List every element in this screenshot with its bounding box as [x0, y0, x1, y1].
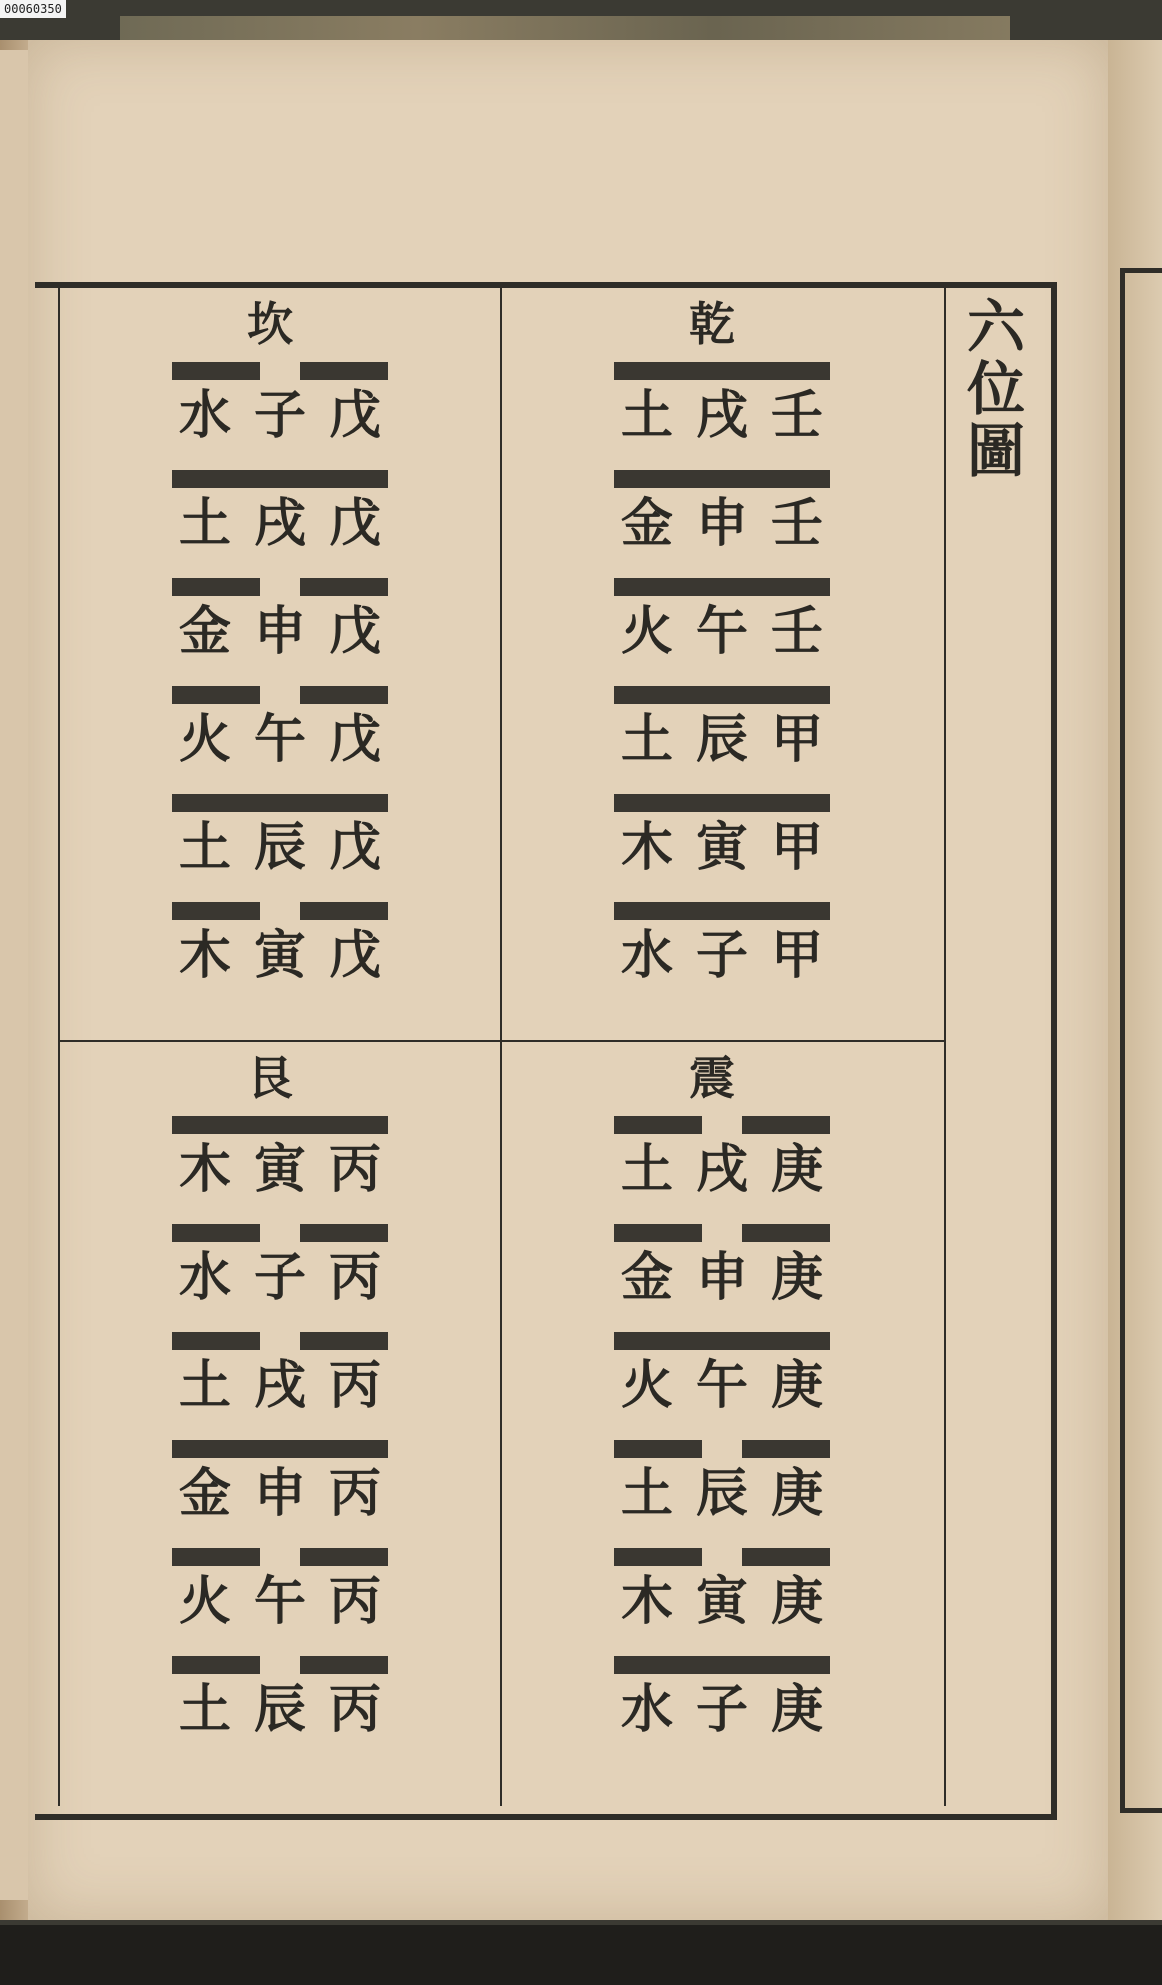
line-char: 土: [620, 385, 673, 446]
yang-bar: [614, 1332, 830, 1350]
line-bar: [172, 1656, 388, 1674]
line-char: 水: [620, 925, 673, 986]
line-char: 土: [620, 1463, 673, 1524]
line-label-row: [614, 1464, 830, 1524]
line-bar: [614, 1116, 830, 1134]
yin-bar-left: [172, 902, 260, 920]
yin-bar-right: [300, 578, 388, 596]
line-char: 甲: [770, 817, 823, 878]
line-char: 丙: [328, 1571, 381, 1632]
line-char: 壬: [770, 601, 823, 662]
line-bar: [172, 1332, 388, 1350]
line-char: 丙: [328, 1139, 381, 1200]
line-char: 辰: [695, 709, 748, 770]
yin-bar-right: [300, 1332, 388, 1350]
line-char: 水: [620, 1679, 673, 1740]
trigram-name: 乾: [689, 297, 735, 351]
line-label-row: [172, 1464, 388, 1524]
panel-gen: [150, 1051, 390, 1774]
yang-bar: [172, 794, 388, 812]
line-char: 戌: [253, 493, 306, 554]
line-label-row: [172, 1140, 388, 1200]
line-label-row: [172, 1248, 388, 1308]
line-bar: [172, 794, 388, 812]
yin-bar-left: [172, 1656, 260, 1674]
line-label-row: [614, 494, 830, 554]
line-bar: [614, 794, 830, 812]
yang-bar: [614, 578, 830, 596]
yin-bar-left: [172, 1548, 260, 1566]
line-label-row: [172, 494, 388, 554]
yin-bar-right: [300, 686, 388, 704]
line-bar: [172, 1116, 388, 1134]
panel-kan: [150, 297, 390, 1020]
yang-bar: [172, 1440, 388, 1458]
trigram-name: 艮: [247, 1051, 293, 1105]
line-char: 丙: [328, 1247, 381, 1308]
right-leaf-frame: [1120, 268, 1162, 1813]
left-leaf: [0, 50, 28, 1900]
line-label-row: [172, 1680, 388, 1740]
line-char: 金: [620, 1247, 673, 1308]
line-char: 土: [178, 1679, 231, 1740]
line-char: 戌: [253, 1355, 306, 1416]
line-char: 戊: [328, 817, 381, 878]
line-label-row: [614, 386, 830, 446]
line-char: 木: [178, 1139, 231, 1200]
yin-bar-left: [172, 686, 260, 704]
page-title: 六位圖: [957, 296, 1025, 482]
line-char: 寅: [695, 1571, 748, 1632]
line-char: 水: [178, 385, 231, 446]
line-char: 土: [178, 817, 231, 878]
yin-bar-left: [172, 1224, 260, 1242]
line-bar: [614, 1332, 830, 1350]
trigram-name: 震: [689, 1051, 735, 1105]
line-char: 戊: [328, 601, 381, 662]
panel-qian: [592, 297, 832, 1020]
line-label-row: [614, 1356, 830, 1416]
line-char: 木: [620, 1571, 673, 1632]
yang-bar: [614, 794, 830, 812]
yang-bar: [614, 470, 830, 488]
line-char: 戊: [328, 493, 381, 554]
line-char: 丙: [328, 1463, 381, 1524]
line-char: 申: [253, 1463, 306, 1524]
line-char: 午: [253, 709, 306, 770]
line-char: 辰: [695, 1463, 748, 1524]
line-char: 壬: [770, 493, 823, 554]
line-char: 木: [178, 925, 231, 986]
yin-bar-left: [614, 1224, 702, 1242]
line-char: 火: [178, 709, 231, 770]
yang-bar: [614, 362, 830, 380]
line-bar: [172, 902, 388, 920]
line-char: 申: [695, 1247, 748, 1308]
yin-bar-right: [300, 1548, 388, 1566]
line-bar: [172, 1548, 388, 1566]
line-label-row: [172, 710, 388, 770]
line-label-row: [614, 1572, 830, 1632]
panel-zhen: [592, 1051, 832, 1774]
row-rule-middle: [60, 1040, 944, 1042]
line-char: 午: [253, 1571, 306, 1632]
line-char: 申: [695, 493, 748, 554]
line-bar: [614, 1548, 830, 1566]
yin-bar-left: [172, 1332, 260, 1350]
line-char: 火: [178, 1571, 231, 1632]
yang-bar: [172, 1116, 388, 1134]
yin-bar-right: [742, 1224, 830, 1242]
scan-background: [0, 1925, 1162, 1985]
yin-bar-right: [742, 1440, 830, 1458]
line-bar: [172, 1440, 388, 1458]
line-char: 土: [620, 709, 673, 770]
line-char: 戊: [328, 385, 381, 446]
line-char: 庚: [770, 1247, 823, 1308]
line-char: 水: [178, 1247, 231, 1308]
line-char: 戌: [695, 1139, 748, 1200]
line-char: 子: [695, 925, 748, 986]
line-label-row: [614, 602, 830, 662]
line-char: 子: [253, 385, 306, 446]
line-char: 辰: [253, 817, 306, 878]
line-bar: [172, 578, 388, 596]
line-char: 壬: [770, 385, 823, 446]
trigram-name: 坎: [247, 297, 293, 351]
line-label-row: [614, 926, 830, 986]
line-char: 火: [620, 1355, 673, 1416]
line-label-row: [614, 818, 830, 878]
yin-bar-left: [172, 362, 260, 380]
yin-bar-right: [300, 362, 388, 380]
line-char: 午: [695, 1355, 748, 1416]
line-char: 丙: [328, 1355, 381, 1416]
column-rule-middle: [500, 288, 502, 1806]
line-char: 金: [178, 1463, 231, 1524]
line-label-row: [614, 1680, 830, 1740]
line-bar: [614, 362, 830, 380]
line-char: 戊: [328, 709, 381, 770]
line-label-row: [172, 1356, 388, 1416]
line-bar: [172, 1224, 388, 1242]
line-bar: [614, 578, 830, 596]
line-char: 丙: [328, 1679, 381, 1740]
line-bar: [614, 1440, 830, 1458]
line-char: 子: [253, 1247, 306, 1308]
line-bar: [614, 1656, 830, 1674]
scan-id-label: 00060350: [0, 0, 66, 18]
line-label-row: [172, 1572, 388, 1632]
line-char: 寅: [695, 817, 748, 878]
line-bar: [172, 470, 388, 488]
yang-bar: [614, 686, 830, 704]
line-char: 午: [695, 601, 748, 662]
yin-bar-right: [300, 902, 388, 920]
line-char: 申: [253, 601, 306, 662]
line-label-row: [614, 1248, 830, 1308]
column-rule-title: [944, 288, 946, 1806]
line-label-row: [172, 926, 388, 986]
line-label-row: [614, 710, 830, 770]
line-char: 子: [695, 1679, 748, 1740]
yin-bar-left: [614, 1548, 702, 1566]
line-bar: [614, 1224, 830, 1242]
line-bar: [172, 686, 388, 704]
line-char: 戊: [328, 925, 381, 986]
line-char: 庚: [770, 1679, 823, 1740]
line-bar: [614, 686, 830, 704]
yin-bar-left: [172, 578, 260, 596]
line-char: 火: [620, 601, 673, 662]
frame-inner-left-rule: [58, 288, 60, 1806]
yin-bar-right: [300, 1224, 388, 1242]
line-char: 甲: [770, 925, 823, 986]
line-label-row: [172, 602, 388, 662]
line-label-row: [172, 818, 388, 878]
line-char: 寅: [253, 925, 306, 986]
line-label-row: [172, 386, 388, 446]
yang-bar: [172, 470, 388, 488]
yang-bar: [614, 1656, 830, 1674]
yin-bar-right: [742, 1116, 830, 1134]
line-char: 庚: [770, 1571, 823, 1632]
line-bar: [614, 902, 830, 920]
line-char: 庚: [770, 1463, 823, 1524]
line-bar: [172, 362, 388, 380]
yin-bar-right: [300, 1656, 388, 1674]
yin-bar-left: [614, 1440, 702, 1458]
line-char: 辰: [253, 1679, 306, 1740]
line-char: 戌: [695, 385, 748, 446]
line-char: 土: [178, 493, 231, 554]
line-char: 庚: [770, 1139, 823, 1200]
yin-bar-left: [614, 1116, 702, 1134]
line-char: 金: [178, 601, 231, 662]
line-char: 庚: [770, 1355, 823, 1416]
line-char: 寅: [253, 1139, 306, 1200]
yin-bar-right: [742, 1548, 830, 1566]
yang-bar: [614, 902, 830, 920]
line-char: 土: [178, 1355, 231, 1416]
line-char: 金: [620, 493, 673, 554]
line-char: 木: [620, 817, 673, 878]
line-bar: [614, 470, 830, 488]
line-char: 土: [620, 1139, 673, 1200]
line-label-row: [614, 1140, 830, 1200]
line-char: 甲: [770, 709, 823, 770]
